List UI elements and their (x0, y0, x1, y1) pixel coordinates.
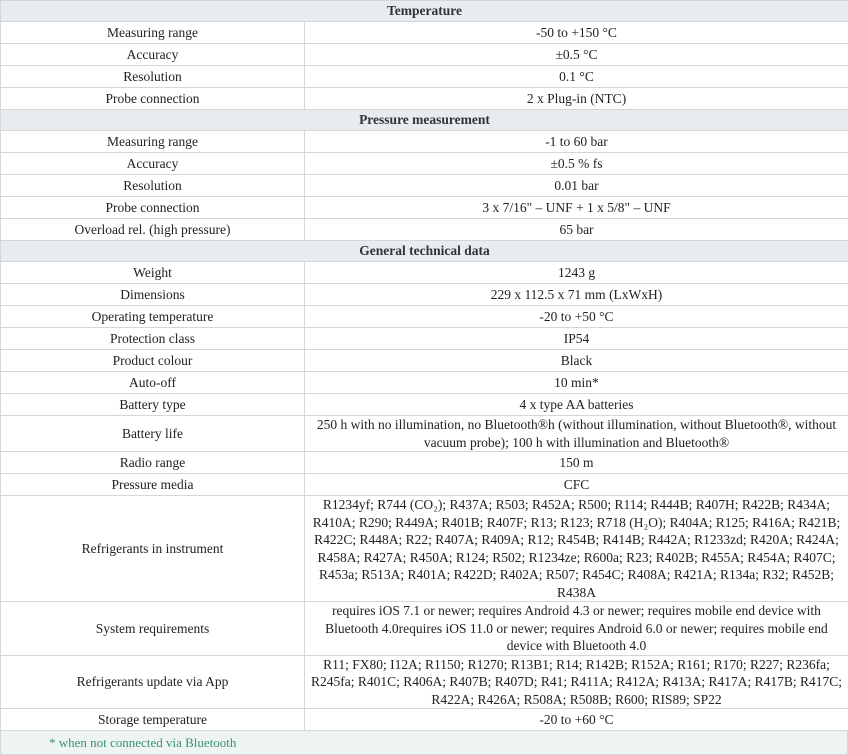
spec-label: Radio range (1, 452, 305, 474)
spec-label: Storage temperature (1, 709, 305, 731)
spec-row (1, 496, 848, 602)
spec-label: Refrigerants in instrument (1, 496, 305, 602)
section-title: Pressure measurement (1, 110, 848, 131)
spec-label: Pressure media (1, 474, 305, 496)
spec-label: Overload rel. (high pressure) (1, 219, 305, 241)
spec-row (1, 306, 848, 328)
spec-row (1, 175, 848, 197)
spec-value: 4 x type AA batteries (305, 394, 848, 416)
spec-row (1, 88, 848, 110)
spec-row (1, 350, 848, 372)
spec-label: Measuring range (1, 131, 305, 153)
spec-row (1, 372, 848, 394)
spec-value: 65 bar (305, 219, 848, 241)
footnote: * when not connected via Bluetooth (0, 731, 848, 755)
spec-value: 2 x Plug-in (NTC) (305, 88, 848, 110)
section-title: General technical data (1, 241, 848, 262)
spec-row (1, 452, 848, 474)
spec-value: Black (305, 350, 848, 372)
spec-label: Probe connection (1, 197, 305, 219)
spec-value: 229 x 112.5 x 71 mm (LxWxH) (305, 284, 848, 306)
spec-row (1, 219, 848, 241)
spec-value: -20 to +60 °C (305, 709, 848, 731)
spec-label: Resolution (1, 175, 305, 197)
spec-row (1, 197, 848, 219)
spec-label: Dimensions (1, 284, 305, 306)
spec-value: 1243 g (305, 262, 848, 284)
spec-row (1, 602, 848, 656)
spec-row (1, 66, 848, 88)
spec-label: Weight (1, 262, 305, 284)
section-header-row (1, 110, 848, 131)
spec-label: Accuracy (1, 153, 305, 175)
spec-value: 0.1 °C (305, 66, 848, 88)
spec-label: Probe connection (1, 88, 305, 110)
spec-row (1, 394, 848, 416)
spec-row (1, 416, 848, 452)
spec-label: Operating temperature (1, 306, 305, 328)
spec-row (1, 709, 848, 731)
spec-label: Protection class (1, 328, 305, 350)
spec-row (1, 22, 848, 44)
spec-label: Resolution (1, 66, 305, 88)
spec-value: ±0.5 % fs (305, 153, 848, 175)
section-header-row (1, 1, 848, 22)
spec-label: Refrigerants update via App (1, 655, 305, 709)
spec-label: Accuracy (1, 44, 305, 66)
spec-value: -50 to +150 °C (305, 22, 848, 44)
spec-value: R1234yf; R744 (CO₂); R437A; R503; R452A; R500; R114; R444B; R407H; R422B; R434A; R410A; R290; R449A; R401B; R407F; R13; R123; R718 (H₂O); R404A; R125; R416A; R421B; R422C; R448A; R22; R407A; R409A; R12; R454B; R414B; R442A; R1233zd; R420A; R424A; R458A; R427A; R450A; R124; R502; R1234ze; R600a; R23; R402B; R455A; R454A; R407C; R453a; R513A; R401A; R422D; R402A; R507; R454C; R408A; R421A; R134a; R32; R452B; R438A (305, 496, 848, 602)
spec-row (1, 474, 848, 496)
spec-row (1, 328, 848, 350)
spec-label: Auto-off (1, 372, 305, 394)
spec-row (1, 44, 848, 66)
spec-label: Measuring range (1, 22, 305, 44)
spec-value: R11; FX80; I12A; R1150; R1270; R13B1; R14; R142B; R152A; R161; R170; R227; R236fa; R245fa; R401C; R406A; R407B; R407D; R41; R411A; R412A; R413A; R417A; R417B; R417C; R422A; R426A; R508A; R508B; R600; RIS89; SP22 (305, 655, 848, 709)
spec-label: System requirements (1, 602, 305, 656)
section-header-row (1, 241, 848, 262)
spec-label: Battery life (1, 416, 305, 452)
spec-row (1, 655, 848, 709)
spec-value: 3 x 7/16" – UNF + 1 x 5/8" – UNF (305, 197, 848, 219)
spec-row (1, 153, 848, 175)
spec-value: IP54 (305, 328, 848, 350)
spec-row (1, 262, 848, 284)
spec-value: CFC (305, 474, 848, 496)
spec-value: ±0.5 °C (305, 44, 848, 66)
spec-value: -1 to 60 bar (305, 131, 848, 153)
spec-value: -20 to +50 °C (305, 306, 848, 328)
spec-value: requires iOS 7.1 or newer; requires Android 4.3 or newer; requires mobile end device with Bluetooth 4.0requires iOS 11.0 or newer; requires Android 6.0 or newer; requires mobile end device with Bluetooth 4.0 (305, 602, 848, 656)
spec-row (1, 131, 848, 153)
spec-value: 250 h with no illumination, no Bluetooth®h (without illumination, without Bluetooth®, without vacuum probe); 100 h with illumination and Bluetooth® (305, 416, 848, 452)
spec-row (1, 284, 848, 306)
spec-value: 150 m (305, 452, 848, 474)
spec-value: 10 min* (305, 372, 848, 394)
specifications-table-body (1, 1, 848, 731)
spec-label: Product colour (1, 350, 305, 372)
section-title: Temperature (1, 1, 848, 22)
spec-label: Battery type (1, 394, 305, 416)
spec-value: 0.01 bar (305, 175, 848, 197)
